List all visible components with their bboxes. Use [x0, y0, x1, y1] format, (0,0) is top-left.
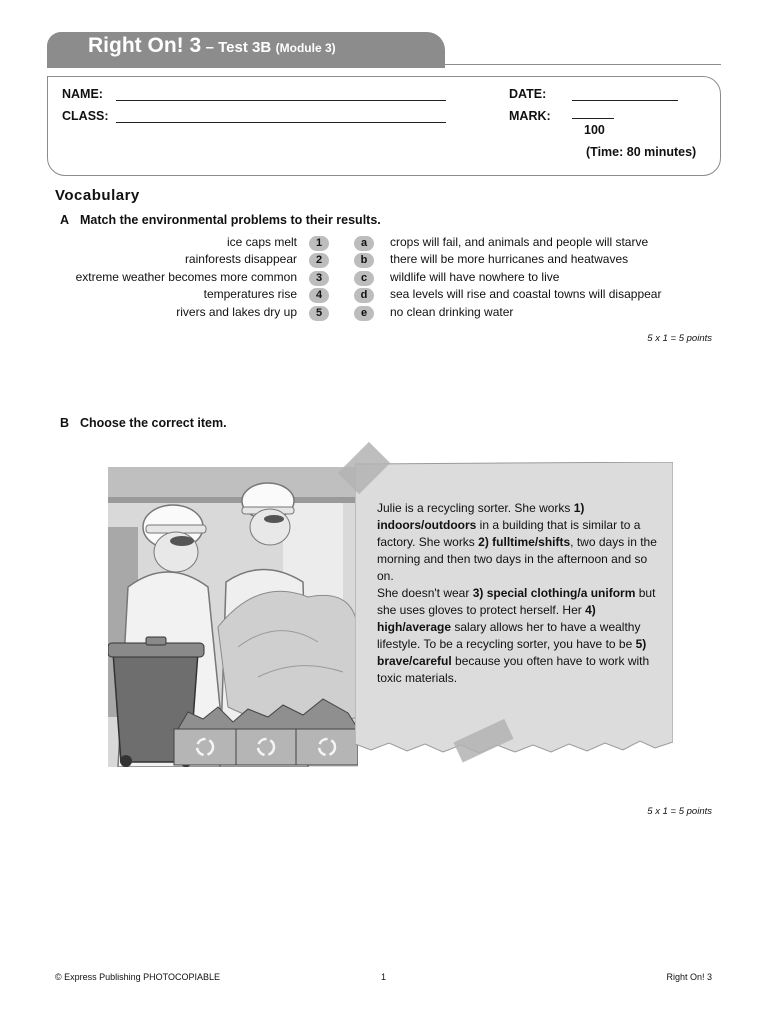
choice-4[interactable]: 4) high/average [377, 603, 596, 634]
number-pills [309, 236, 329, 323]
mark-field[interactable] [572, 118, 614, 119]
problem-item: temperatures rise [203, 287, 297, 302]
number-pill[interactable]: 2 [309, 253, 329, 268]
results-list [390, 234, 661, 321]
choice-3[interactable]: 3) special clothing/a uniform [472, 586, 636, 600]
number-pill[interactable]: 4 [309, 288, 329, 303]
title-underline [445, 64, 721, 65]
name-label: NAME: [62, 87, 103, 101]
part-b-instruction [60, 416, 227, 430]
letter-pill[interactable]: e [354, 306, 374, 321]
problems-list [40, 234, 297, 321]
part-a-points: 5 x 1 = 5 points [647, 333, 712, 344]
result-item: wildlife will have nowhere to live [390, 269, 560, 284]
result-item: no clean drinking water [390, 304, 514, 319]
part-b-points: 5 x 1 = 5 points [647, 806, 712, 817]
part-b-text: Choose the correct item. [80, 416, 227, 430]
number-pill[interactable]: 5 [309, 306, 329, 321]
passage-text: because you often have to work with toxic materials. [377, 654, 650, 685]
problem-item: rivers and lakes dry up [176, 304, 297, 319]
name-field[interactable] [116, 100, 446, 101]
title-main: Right On! 3 [88, 34, 202, 57]
page-number: 1 [381, 972, 387, 982]
tape-strip-top [335, 440, 395, 496]
footer-copyright: © Express Publishing PHOTOCOPIABLE [55, 972, 221, 982]
part-a-instruction [60, 213, 381, 227]
letter-pill[interactable]: a [354, 236, 374, 251]
choice-1[interactable]: 1) indoors/outdoors [377, 501, 585, 532]
title-module: (Module 3) [275, 41, 336, 55]
number-pill[interactable]: 3 [309, 271, 329, 286]
footer-title: Right On! 3 [666, 972, 712, 982]
class-label: CLASS: [62, 109, 109, 123]
passage-text: but she uses gloves to protect herself. Her [377, 586, 656, 617]
part-b-letter: B [60, 416, 70, 430]
mark-label: MARK: [509, 109, 551, 123]
date-field[interactable] [572, 100, 678, 101]
passage-text: in a building that is similar to a factory. She works [377, 518, 641, 549]
passage-text: Julie is a recycling sorter. She works [377, 501, 574, 515]
result-item: crops will fail, and animals and people will starve [390, 235, 649, 249]
part-a-text: Match the environmental problems to their results. [80, 213, 381, 227]
title-test: – Test 3B [205, 39, 272, 56]
letter-pill[interactable]: b [354, 253, 374, 268]
passage-text: , two days in the morning and then two days in the afternoon and so on. [377, 535, 657, 583]
recycling-workers-photo [108, 467, 358, 767]
part-a-letter: A [60, 213, 70, 227]
section-title: Vocabulary [55, 187, 140, 204]
result-item: there will be more hurricanes and heatwaves [390, 252, 629, 267]
passage-text: She doesn't wear [377, 586, 473, 600]
passage-text: salary allows her to have a wealthy lifestyle. To be a recycling sorter, you have to be [377, 620, 641, 651]
choice-5[interactable]: 5) brave/careful [377, 637, 647, 668]
tape-strip-bottom [450, 718, 516, 766]
problem-item: ice caps melt [226, 235, 297, 249]
choice-2[interactable]: 2) fulltime/shifts [478, 535, 571, 549]
problem-item: rainforests disappear [184, 252, 297, 267]
letter-pills [354, 236, 374, 323]
number-pill[interactable]: 1 [309, 236, 329, 251]
problem-item: extreme weather becomes more common [75, 269, 297, 284]
result-item: sea levels will rise and coastal towns will disappear [390, 287, 662, 302]
time-limit: (Time: 80 minutes) [586, 145, 697, 159]
letter-pill[interactable]: c [354, 271, 374, 286]
mark-total: 100 [584, 123, 605, 137]
letter-pill[interactable]: d [354, 288, 374, 303]
reading-passage [377, 500, 659, 687]
date-label: DATE: [509, 87, 547, 101]
page-title [88, 34, 336, 58]
student-info-box [47, 76, 721, 176]
class-field[interactable] [116, 122, 446, 123]
